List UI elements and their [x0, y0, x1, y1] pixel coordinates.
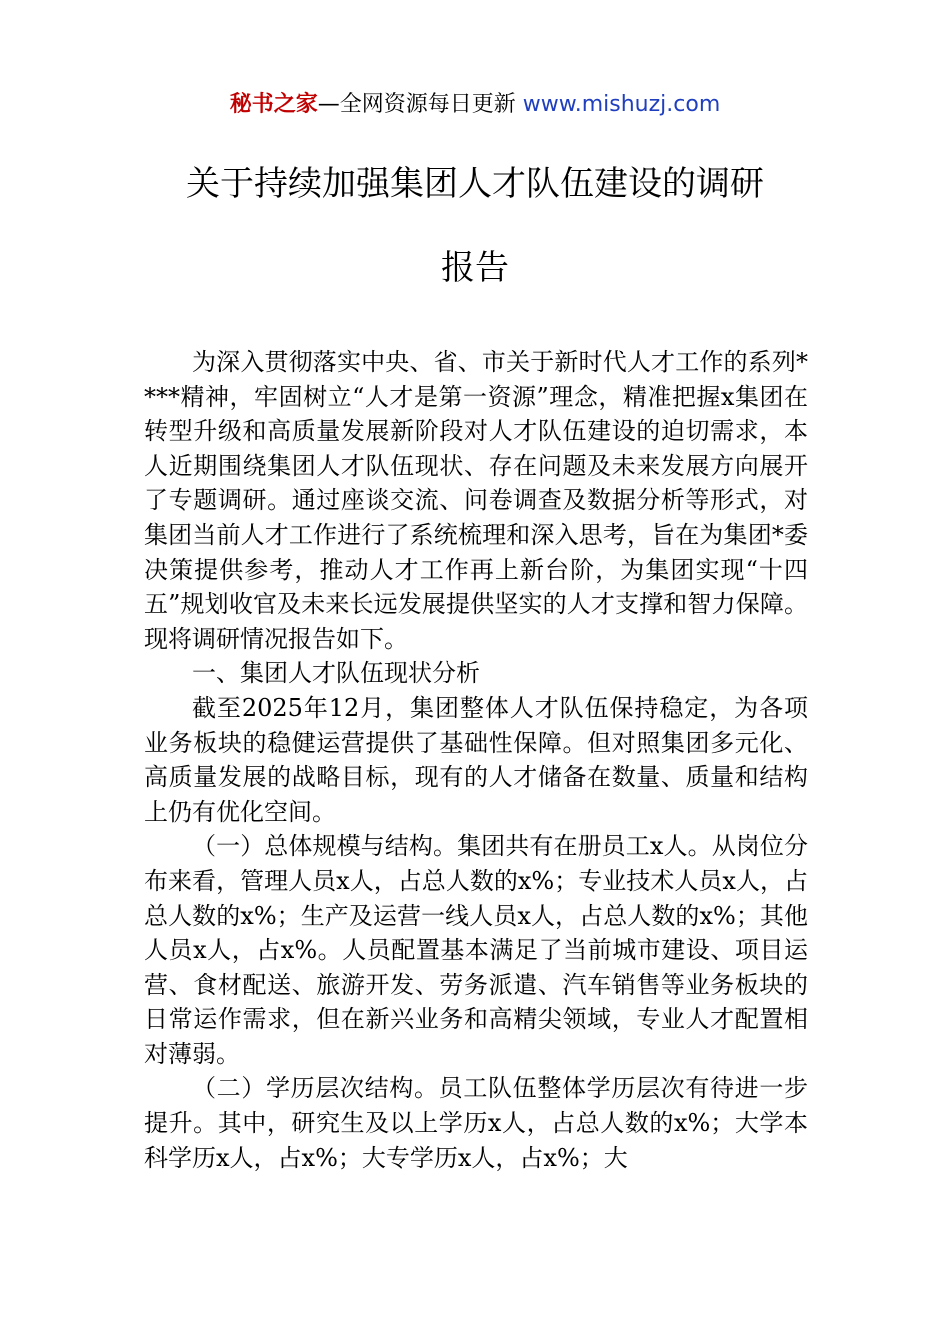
intro-paragraph: 为深入贯彻落实中央、省、市关于新时代人才工作的系列****精神，牢固树立“人才是第一资源”理念，精准把握x集团在转型升级和高质量发展新阶段对人才队伍建设的迫切需求，本人近期围绕集团人才队伍现状、存在问题及未来发展方向展开了专题调研。通过座谈交流、问卷调查及数据分析等形式，对集团当前人才工作进行了系统梳理和深入思考，旨在为集团*委决策提供参考，推动人才工作再上新台阶，为集团实现“十四五”规划收官及未来长远发展提供坚实的人才支撑和智力保障。现将调研情况报告如下。 — [144, 348, 808, 653]
title-line-1: 关于持续加强集团人才队伍建设的调研 — [186, 164, 764, 204]
site-header — [0, 88, 950, 122]
title-line-2: 报告 — [441, 248, 509, 288]
site-brand: 秘书之家 — [229, 92, 318, 117]
section-1-paragraph: 截至2025年12月，集团整体人才队伍保持稳定，为各项业务板块的稳健运营提供了基础性保障。但对照集团多元化、高质量发展的战略目标，现有的人才储备在数量、质量和结构上仍有优化空间。 — [144, 693, 808, 826]
site-url-link[interactable]: www.mishuzj.com — [522, 92, 721, 117]
site-tagline: —全网资源每日更新 — [317, 92, 523, 117]
subsection-1-paragraph: （一）总体规模与结构。集团共有在册员工x人。从岗位分布来看，管理人员x人，占总人数的x%；专业技术人员x人，占总人数的x%；生产及运营一线人员x人，占总人数的x%；其他人员x人，占x%。人员配置基本满足了当前城市建设、项目运营、食材配送、旅游开发、劳务派遣、汽车销售等业务板块的日常运作需求，但在新兴业务和高精尖领域，专业人才配置相对薄弱。 — [144, 832, 808, 1068]
section-heading-1: 一、集团人才队伍现状分析 — [192, 659, 480, 688]
document-body — [144, 345, 808, 1175]
subsection-2-paragraph: （二）学历层次结构。员工队伍整体学历层次有待进一步提升。其中，研究生及以上学历x人，占总人数的x%；大学本科学历x人，占x%；大专学历x人，占x%；大 — [144, 1074, 808, 1172]
document-title — [140, 160, 810, 292]
